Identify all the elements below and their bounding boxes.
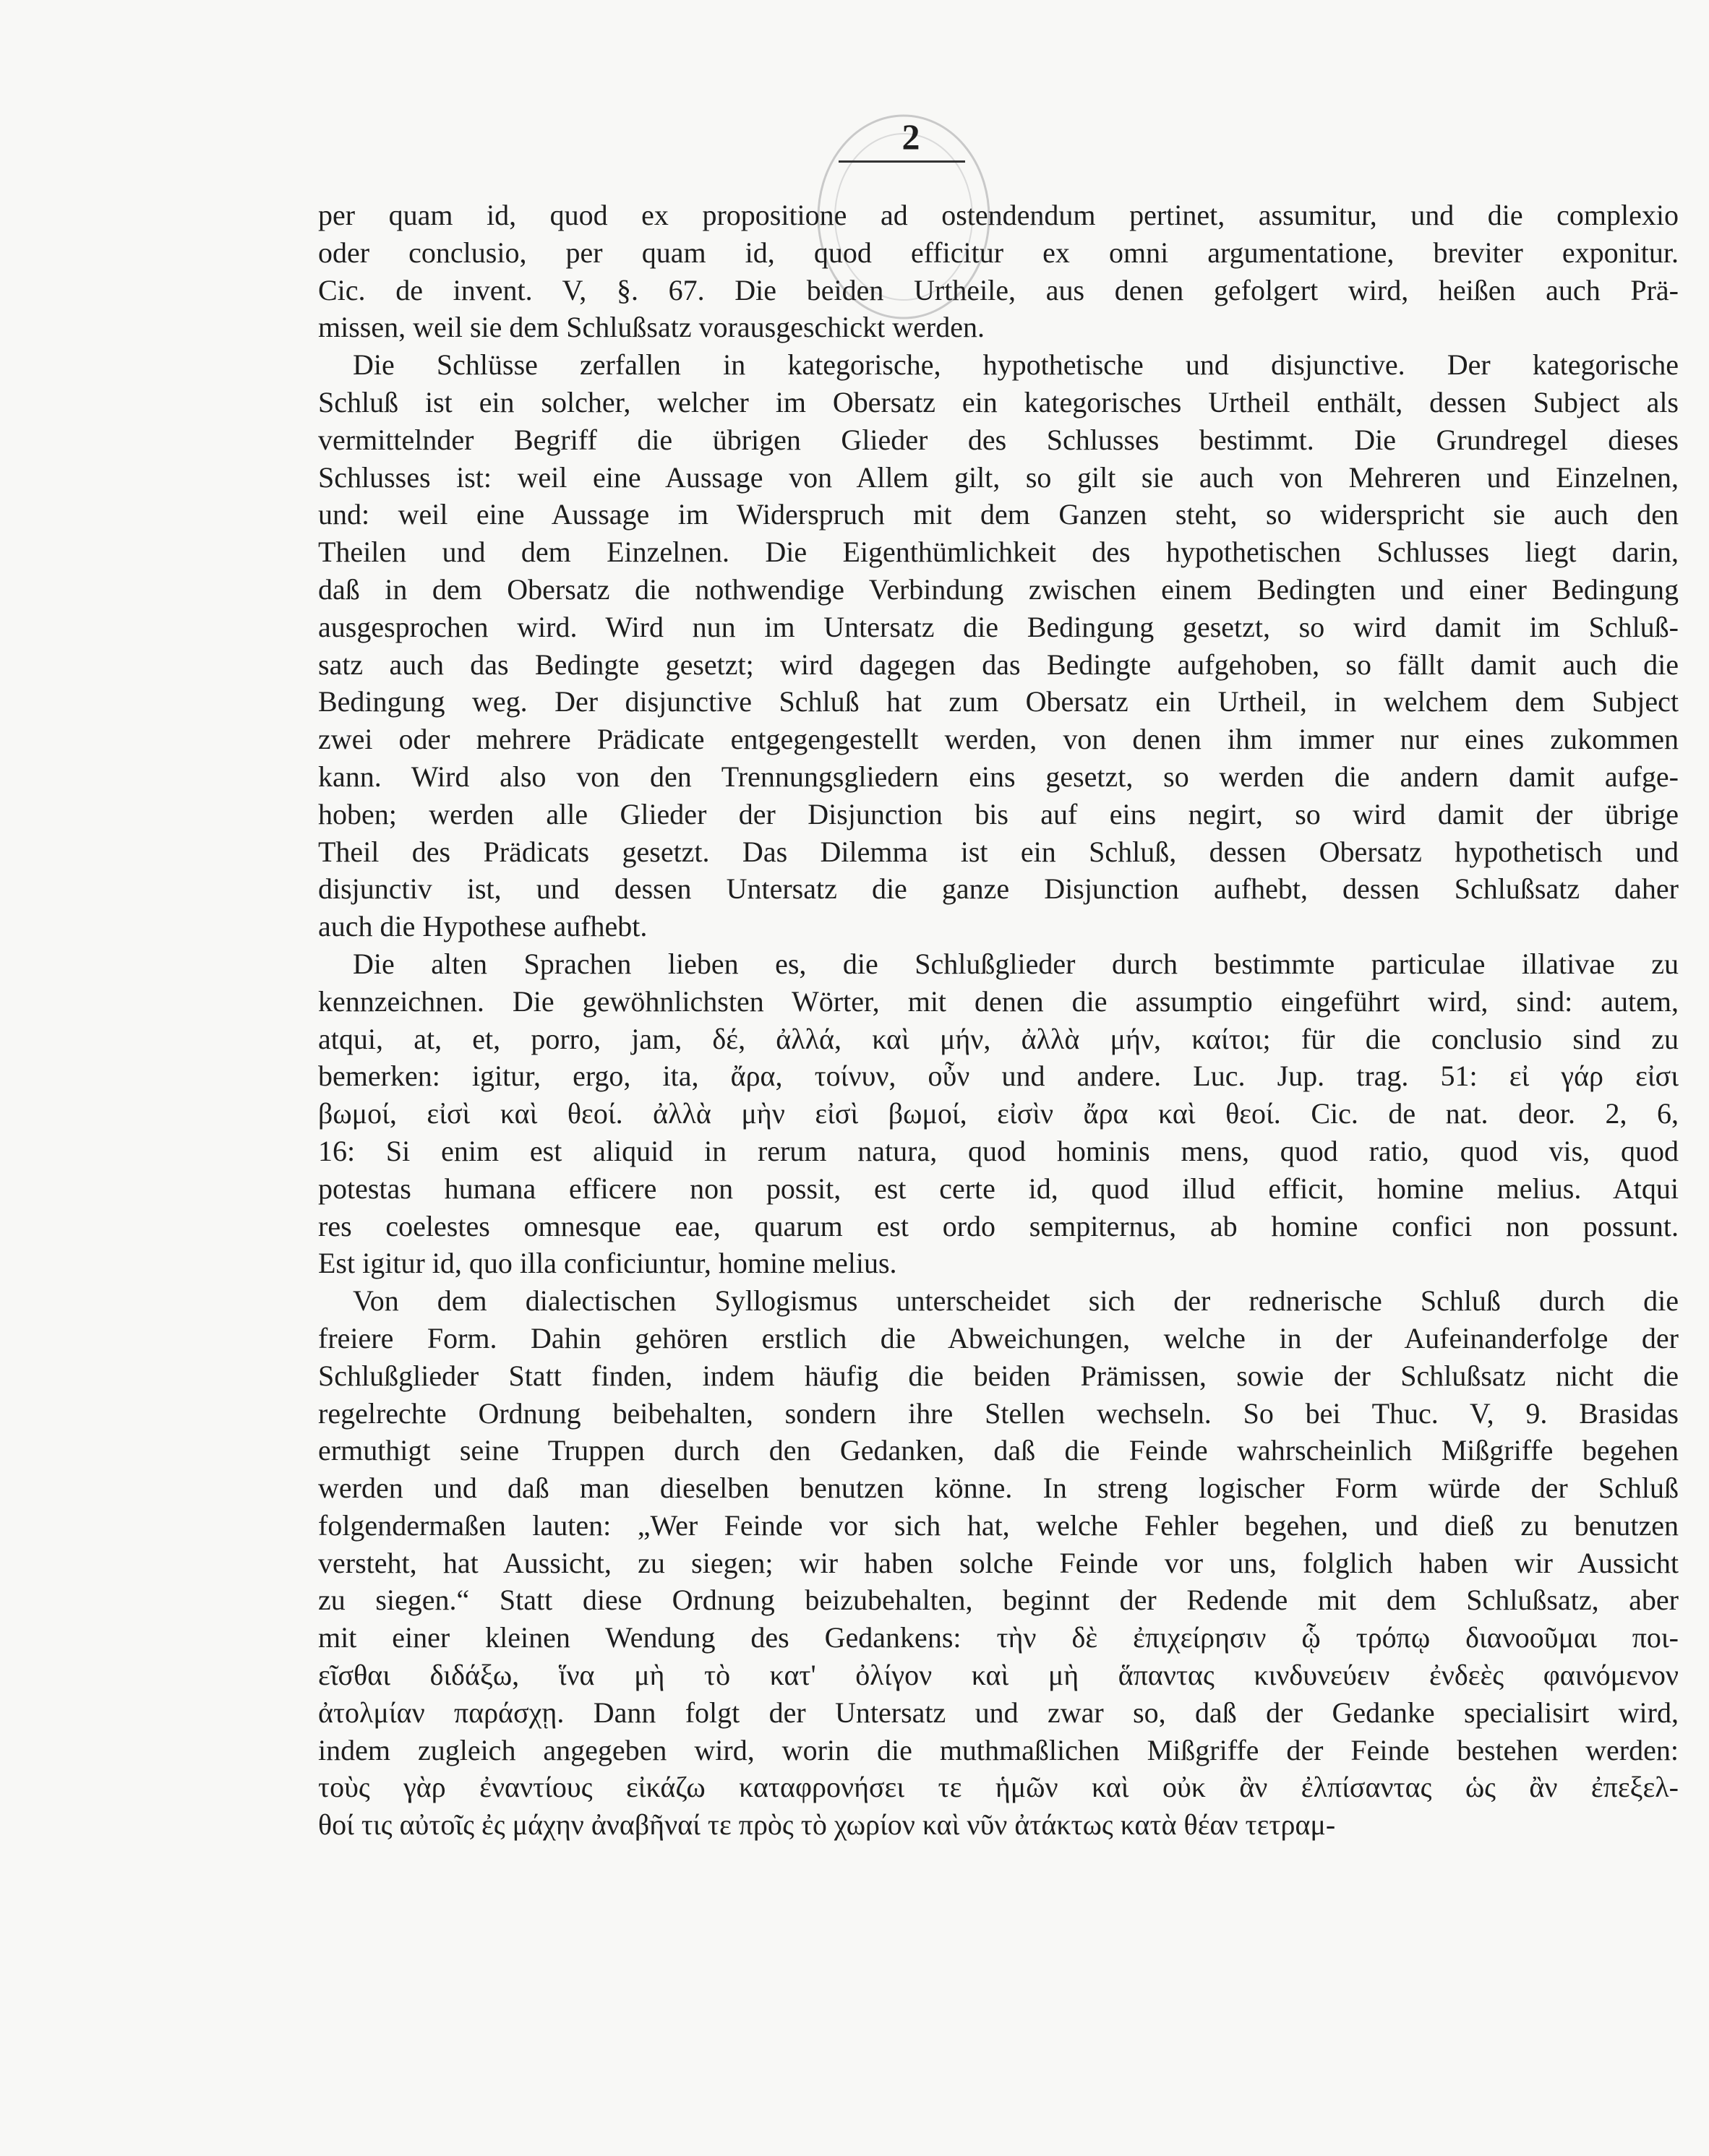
text-line: potestas humana efficere non possit, est certe id, quod illud efficit, homine melius. Atqui xyxy=(318,1172,1679,1205)
body-text xyxy=(318,197,1679,1844)
text-line: Von dem dialectischen Syllogismus unterscheidet sich der rednerische Schluß durch die xyxy=(353,1284,1679,1318)
text-line: Schluß ist ein solcher, welcher im Obersatz ein kategorisches Urtheil enthält, dessen Subject als xyxy=(318,385,1679,418)
text-line: ermuthigt seine Truppen durch den Gedanken, daß die Feinde wahrscheinlich Mißgriffe begehen xyxy=(318,1434,1679,1467)
text-line: Bedingung weg. Der disjunctive Schluß hat zum Obersatz ein Urtheil, in welchem dem Subject xyxy=(318,685,1679,718)
text-line: indem zugleich angegeben wird, worin die muthmaßlichen Mißgriffe der Feinde bestehen werden: xyxy=(318,1733,1679,1766)
text-line: Schlusses ist: weil eine Aussage von Allem gilt, so gilt sie auch von Mehreren und Einzelnen, xyxy=(318,460,1679,494)
text-line: Die alten Sprachen lieben es, die Schlußglieder durch bestimmte particulae illativae zu xyxy=(353,947,1679,980)
text-line: auch die Hypothese aufhebt. xyxy=(318,910,648,943)
text-line: Schlußglieder Statt finden, indem häufig die beiden Prämissen, sowie der Schlußsatz nicht die xyxy=(318,1359,1679,1392)
text-line: kann. Wird also von den Trennungsgliedern eins gesetzt, so werden die andern damit aufge- xyxy=(318,760,1679,793)
paragraph xyxy=(318,197,1679,346)
text-line: vermittelnder Begriff die übrigen Glieder des Schlusses bestimmt. Die Grundregel dieses xyxy=(318,423,1679,456)
text-line: Theil des Prädicats gesetzt. Das Dilemma ist ein Schluß, dessen Obersatz hypothetisch und xyxy=(318,835,1679,868)
text-line: zu siegen.“ Statt diese Ordnung beizubehalten, beginnt der Redende mit dem Schlußsatz, aber xyxy=(318,1584,1679,1617)
text-line: freiere Form. Dahin gehören erstlich die Abweichungen, welche in der Aufeinanderfolge der xyxy=(318,1321,1679,1354)
text-line: θοί τις αὐτοῖς ἐς μάχην ἀναβῆναί τε πρὸς τὸ χωρίον καὶ νῦν ἀτάκτως κατὰ θέαν τετραμ- xyxy=(318,1808,1336,1842)
text-line: ausgesprochen wird. Wird nun im Untersatz die Bedingung gesetzt, so wird damit im Schluß- xyxy=(318,610,1679,643)
text-line: atqui, at, et, porro, jam, δέ, ἀλλά, καὶ μήν, ἀλλὰ μήν, καίτοι; für die conclusio sind zu xyxy=(318,1022,1679,1055)
text-line: ἀτολμίαν παράσχῃ. Dann folgt der Untersatz und zwar so, daß der Gedanke specialisirt wird, xyxy=(318,1696,1679,1729)
paragraph xyxy=(318,1282,1679,1844)
text-line: bemerken: igitur, ergo, ita, ἄρα, τοίνυν, οὖν und andere. Luc. Jup. trag. 51: εἰ γάρ εἰσι xyxy=(318,1060,1679,1093)
text-line: mit einer kleinen Wendung des Gedankens: τὴν δὲ ἐπιχείρησιν ᾧ τρόπῳ διανοοῦμαι ποι- xyxy=(318,1621,1679,1654)
text-line: res coelestes omnesque eae, quarum est ordo sempiternus, ab homine confici non possunt. xyxy=(318,1209,1679,1242)
text-line: τοὺς γὰρ ἐναντίους εἰκάζω καταφρονήσει τε ἡμῶν καὶ οὐκ ἂν ἐλπίσαντας ὡς ἂν ἐπεξελ- xyxy=(318,1771,1679,1804)
text-line: folgendermaßen lauten: „Wer Feinde vor sich hat, welche Fehler begehen, und dieß zu benutzen xyxy=(318,1508,1679,1542)
text-line: zwei oder mehrere Prädicate entgegengestellt werden, von denen ihm immer nur eines zukommen xyxy=(318,723,1679,756)
text-line: daß in dem Obersatz die nothwendige Verbindung zwischen einem Bedingten und einer Bedingung xyxy=(318,572,1679,606)
page-number-rule xyxy=(839,160,965,163)
text-line: satz auch das Bedingte gesetzt; wird dagegen das Bedingte aufgehoben, so fällt damit auch die xyxy=(318,648,1679,681)
text-line: per quam id, quod ex propositione ad ostendendum pertinet, assumitur, und die complexio xyxy=(318,199,1679,231)
text-line: und: weil eine Aussage im Widerspruch mit dem Ganzen steht, so widerspricht sie auch den xyxy=(318,498,1679,531)
paragraph xyxy=(318,945,1679,1282)
text-line: βωμοί, εἰσὶ καὶ θεοί. ἀλλὰ μὴν εἰσὶ βωμοί, εἰσὶν ἄρα καὶ θεοί. Cic. de nat. deor. 2, 6, xyxy=(318,1097,1679,1130)
text-line: oder conclusio, per quam id, quod efficitur ex omni argumentatione, breviter exponitur. xyxy=(318,236,1679,269)
text-line: regelrechte Ordnung beibehalten, sondern ihre Stellen wechseln. So bei Thuc. V, 9. Brasidas xyxy=(318,1396,1679,1430)
text-line: versteht, hat Aussicht, zu siegen; wir haben solche Feinde vor uns, folglich haben wir Aussicht xyxy=(318,1546,1679,1579)
text-line: kennzeichnen. Die gewöhnlichsten Wörter, mit denen die assumptio eingeführt wird, sind: autem, xyxy=(318,984,1679,1018)
page-number: 2 xyxy=(901,116,920,157)
text-line: disjunctiv ist, und dessen Untersatz die ganze Disjunction aufhebt, dessen Schlußsatz daher xyxy=(318,872,1679,906)
text-line: missen, weil sie dem Schlußsatz vorausgeschickt werden. xyxy=(318,311,985,344)
text-line: werden und daß man dieselben benutzen könne. In streng logischer Form würde der Schluß xyxy=(318,1472,1679,1505)
text-line: εῖσθαι διδάξω, ἵνα μὴ τὸ κατ' ὀλίγον καὶ μὴ ἅπαντας κινδυνεύειν ἐνδεὲς φαινόμενον xyxy=(318,1659,1679,1692)
text-line: hoben; werden alle Glieder der Disjunction bis auf eins negirt, so wird damit der übrige xyxy=(318,797,1679,830)
text-line: Die Schlüsse zerfallen in kategorische, hypothetische und disjunctive. Der kategorische xyxy=(353,348,1679,382)
text-line: Est igitur id, quo illa conficiuntur, homine melius. xyxy=(318,1247,897,1280)
text-line: Cic. de invent. V, §. 67. Die beiden Urtheile, aus denen gefolgert wird, heißen auch Prä- xyxy=(318,273,1679,306)
text-line: 16: Si enim est aliquid in rerum natura, quod hominis mens, quod ratio, quod vis, quod xyxy=(318,1134,1679,1167)
text-line: Theilen und dem Einzelnen. Die Eigenthümlichkeit des hypothetischen Schlusses liegt darin, xyxy=(318,536,1679,569)
paragraph xyxy=(318,346,1679,945)
